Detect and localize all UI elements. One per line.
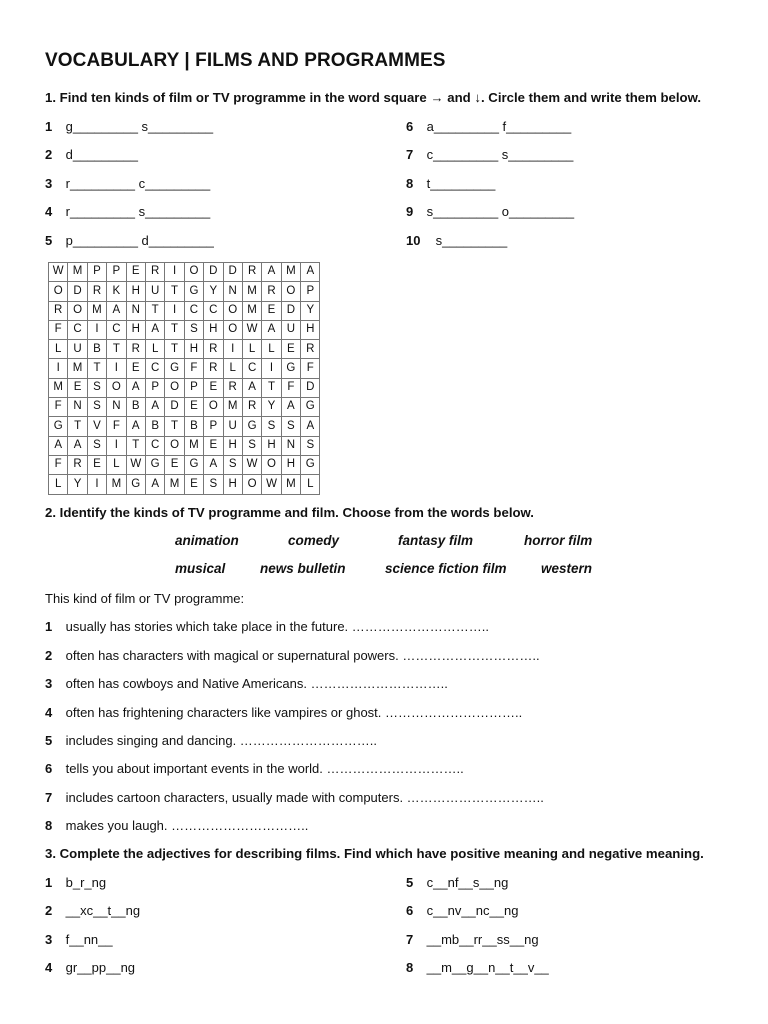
grid-cell[interactable]: P — [87, 263, 106, 282]
grid-cell[interactable]: W — [126, 455, 145, 474]
grid-cell[interactable]: I — [165, 301, 184, 320]
ex2-item — [45, 619, 489, 634]
word-choice: news bulletin — [260, 561, 346, 576]
item-number: 2 — [45, 903, 53, 918]
grid-cell[interactable]: G — [281, 359, 300, 378]
grid-cell[interactable]: D — [68, 282, 87, 301]
ex3-item — [406, 960, 549, 975]
grid-cell[interactable]: T — [165, 417, 184, 436]
grid-cell[interactable]: A — [107, 301, 126, 320]
grid-cell[interactable]: H — [223, 436, 242, 455]
grid-cell[interactable]: S — [184, 320, 203, 339]
item-blanks: s_________ o_________ — [426, 204, 575, 219]
grid-cell[interactable]: R — [242, 398, 261, 417]
grid-cell[interactable]: A — [145, 398, 164, 417]
item-number: 9 — [406, 204, 414, 219]
ex1-item — [406, 119, 571, 134]
item-number: 1 — [45, 619, 53, 634]
item-number: 8 — [406, 176, 414, 191]
grid-cell[interactable]: L — [49, 340, 68, 359]
grid-cell[interactable]: M — [281, 263, 300, 282]
grid-cell[interactable]: T — [165, 340, 184, 359]
grid-row — [49, 455, 320, 474]
grid-cell[interactable]: T — [165, 320, 184, 339]
grid-cell[interactable]: U — [223, 417, 242, 436]
grid-cell[interactable]: O — [223, 301, 242, 320]
grid-cell[interactable]: S — [204, 475, 223, 494]
ex1-item — [45, 176, 210, 191]
grid-row — [49, 417, 320, 436]
grid-cell[interactable]: N — [126, 301, 145, 320]
grid-cell[interactable]: M — [49, 378, 68, 397]
item-blanks: gr__pp__ng — [65, 960, 136, 975]
grid-cell[interactable]: M — [242, 282, 261, 301]
item-number: 7 — [406, 147, 414, 162]
grid-cell[interactable]: U — [145, 282, 164, 301]
item-blanks: r_________ s_________ — [65, 204, 211, 219]
grid-cell[interactable]: E — [204, 436, 223, 455]
grid-cell[interactable]: A — [126, 378, 145, 397]
grid-cell[interactable]: E — [68, 378, 87, 397]
item-number: 6 — [406, 119, 414, 134]
grid-cell[interactable]: N — [107, 398, 126, 417]
grid-cell[interactable]: N — [281, 436, 300, 455]
ex3-item — [406, 903, 518, 918]
item-blanks: d_________ — [65, 147, 138, 162]
item-blanks: s_________ — [435, 233, 508, 248]
grid-cell[interactable]: A — [262, 320, 281, 339]
grid-cell[interactable]: O — [165, 436, 184, 455]
item-text: often has cowboys and Native Americans. ………………………….. — [65, 676, 448, 691]
grid-row — [49, 340, 320, 359]
grid-cell[interactable]: G — [184, 455, 203, 474]
grid-cell[interactable]: M — [281, 475, 300, 494]
grid-cell[interactable]: T — [262, 378, 281, 397]
grid-row — [49, 320, 320, 339]
grid-cell[interactable]: O — [262, 455, 281, 474]
ex3-item — [45, 932, 113, 947]
grid-cell[interactable]: G — [242, 417, 261, 436]
grid-cell[interactable]: E — [262, 301, 281, 320]
word-choice: fantasy film — [398, 533, 474, 548]
ex2-item — [45, 818, 308, 833]
grid-cell[interactable]: P — [107, 263, 126, 282]
item-blanks: __xc__t__ng — [65, 903, 141, 918]
grid-cell[interactable]: A — [145, 320, 164, 339]
grid-cell[interactable]: W — [262, 475, 281, 494]
word-choice: animation — [175, 533, 239, 548]
grid-cell[interactable]: A — [49, 436, 68, 455]
item-number: 5 — [45, 733, 53, 748]
grid-cell[interactable]: A — [301, 417, 320, 436]
item-blanks: a_________ f_________ — [426, 119, 572, 134]
grid-cell[interactable]: T — [126, 436, 145, 455]
grid-cell[interactable]: O — [281, 282, 300, 301]
word-choice: science fiction film — [385, 561, 507, 576]
item-number: 8 — [45, 818, 53, 833]
grid-cell[interactable]: E — [87, 455, 106, 474]
item-text: tells you about important events in the world. ………………………….. — [65, 761, 464, 776]
grid-cell[interactable]: S — [87, 436, 106, 455]
grid-cell[interactable]: K — [107, 282, 126, 301]
grid-cell[interactable]: Y — [68, 475, 87, 494]
grid-cell[interactable]: D — [204, 263, 223, 282]
grid-cell[interactable]: I — [107, 436, 126, 455]
grid-cell[interactable]: E — [184, 475, 203, 494]
grid-cell[interactable]: H — [126, 282, 145, 301]
grid-cell[interactable]: G — [145, 455, 164, 474]
exercise-1-instruction: 1. Find ten kinds of film or TV programme in the word square → and ↓. Circle them and write them below. — [45, 90, 702, 105]
grid-cell[interactable]: C — [204, 301, 223, 320]
grid-cell[interactable]: R — [204, 340, 223, 359]
grid-cell[interactable]: E — [126, 263, 145, 282]
grid-cell[interactable]: S — [242, 436, 261, 455]
grid-cell[interactable]: A — [145, 475, 164, 494]
item-number: 6 — [45, 761, 53, 776]
grid-row — [49, 359, 320, 378]
item-number: 3 — [45, 176, 53, 191]
grid-cell[interactable]: R — [262, 282, 281, 301]
grid-cell[interactable]: U — [281, 320, 300, 339]
item-number: 5 — [406, 875, 414, 890]
grid-cell[interactable]: H — [204, 320, 223, 339]
grid-cell[interactable]: D — [281, 301, 300, 320]
grid-cell[interactable]: Y — [301, 301, 320, 320]
grid-cell[interactable]: D — [301, 378, 320, 397]
grid-cell[interactable]: D — [165, 398, 184, 417]
item-blanks: r_________ c_________ — [65, 176, 211, 191]
grid-cell[interactable]: T — [165, 282, 184, 301]
grid-cell[interactable]: C — [68, 320, 87, 339]
ex1-item — [45, 233, 214, 248]
grid-cell[interactable]: R — [68, 455, 87, 474]
grid-cell[interactable]: I — [87, 320, 106, 339]
grid-cell[interactable]: F — [49, 320, 68, 339]
grid-cell[interactable]: C — [242, 359, 261, 378]
grid-cell[interactable]: S — [87, 398, 106, 417]
ex1-item — [406, 176, 495, 191]
grid-cell[interactable]: W — [49, 263, 68, 282]
grid-cell[interactable]: G — [301, 398, 320, 417]
grid-row — [49, 301, 320, 320]
ex3-item — [406, 875, 508, 890]
ex3-item — [45, 960, 135, 975]
grid-cell[interactable]: P — [184, 378, 203, 397]
item-text: often has characters with magical or supernatural powers. ………………………….. — [65, 648, 540, 663]
grid-cell[interactable]: D — [223, 263, 242, 282]
grid-cell[interactable]: F — [301, 359, 320, 378]
grid-cell[interactable]: L — [301, 475, 320, 494]
grid-cell[interactable]: E — [281, 340, 300, 359]
grid-cell[interactable]: M — [165, 475, 184, 494]
item-number: 1 — [45, 119, 53, 134]
grid-cell[interactable]: R — [145, 263, 164, 282]
ex2-item — [45, 761, 464, 776]
grid-cell[interactable]: O — [204, 398, 223, 417]
grid-cell[interactable]: O — [107, 378, 126, 397]
grid-cell[interactable]: S — [281, 417, 300, 436]
word-choice: western — [541, 561, 593, 576]
grid-cell[interactable]: G — [184, 282, 203, 301]
grid-cell[interactable]: M — [223, 398, 242, 417]
item-number: 4 — [45, 960, 53, 975]
ex3-item — [406, 932, 539, 947]
grid-cell[interactable]: T — [68, 417, 87, 436]
grid-cell[interactable]: Y — [262, 398, 281, 417]
grid-cell[interactable]: I — [107, 359, 126, 378]
grid-cell[interactable]: I — [165, 263, 184, 282]
grid-cell[interactable]: M — [184, 436, 203, 455]
ex2-item — [45, 648, 540, 663]
grid-cell[interactable]: H — [223, 475, 242, 494]
exercise-3-instruction: 3. Complete the adjectives for describing films. Find which have positive meaning and negative meaning. — [45, 846, 704, 861]
grid-cell[interactable]: C — [145, 436, 164, 455]
item-text: includes singing and dancing. ………………………….. — [65, 733, 378, 748]
grid-cell[interactable]: L — [242, 340, 261, 359]
item-text: usually has stories which take place in the future. ………………………….. — [65, 619, 490, 634]
grid-cell[interactable]: M — [68, 359, 87, 378]
item-text: makes you laugh. ………………………….. — [65, 818, 309, 833]
grid-cell[interactable]: R — [87, 282, 106, 301]
grid-cell[interactable]: I — [223, 340, 242, 359]
ex1-item — [406, 147, 573, 162]
item-number: 4 — [45, 705, 53, 720]
grid-cell[interactable]: A — [204, 455, 223, 474]
grid-cell[interactable]: E — [126, 359, 145, 378]
word-choice: horror film — [524, 533, 593, 548]
grid-cell[interactable]: O — [165, 378, 184, 397]
grid-cell[interactable]: U — [68, 340, 87, 359]
item-number: 8 — [406, 960, 414, 975]
item-blanks: t_________ — [426, 176, 496, 191]
grid-cell[interactable]: B — [184, 417, 203, 436]
item-blanks: __mb__rr__ss__ng — [426, 932, 539, 947]
grid-cell[interactable]: R — [204, 359, 223, 378]
grid-cell[interactable]: L — [49, 475, 68, 494]
grid-cell[interactable]: A — [68, 436, 87, 455]
grid-cell[interactable]: L — [145, 340, 164, 359]
item-text: includes cartoon characters, usually made with computers. ………………………….. — [65, 790, 544, 805]
grid-cell[interactable]: G — [301, 455, 320, 474]
grid-cell[interactable]: O — [223, 320, 242, 339]
grid-cell[interactable]: L — [107, 455, 126, 474]
grid-cell[interactable]: C — [145, 359, 164, 378]
ex2-item — [45, 705, 522, 720]
grid-cell[interactable]: R — [301, 340, 320, 359]
grid-row — [49, 378, 320, 397]
grid-cell[interactable]: A — [301, 263, 320, 282]
ex1-item — [406, 204, 574, 219]
grid-cell[interactable]: M — [87, 301, 106, 320]
grid-cell[interactable]: P — [301, 282, 320, 301]
item-number: 10 — [406, 233, 421, 248]
grid-row — [49, 475, 320, 494]
ex1-item — [45, 147, 138, 162]
grid-cell[interactable]: F — [49, 398, 68, 417]
item-number: 6 — [406, 903, 414, 918]
ex2-item — [45, 676, 448, 691]
grid-cell[interactable]: B — [145, 417, 164, 436]
grid-cell[interactable]: F — [107, 417, 126, 436]
grid-cell[interactable]: C — [184, 301, 203, 320]
grid-cell[interactable]: S — [301, 436, 320, 455]
grid-cell[interactable]: B — [87, 340, 106, 359]
grid-cell[interactable]: R — [126, 340, 145, 359]
item-number: 2 — [45, 147, 53, 162]
item-blanks: c__nf__s__ng — [426, 875, 509, 890]
grid-cell[interactable]: A — [126, 417, 145, 436]
grid-cell[interactable]: G — [165, 359, 184, 378]
exercise-2-lead: This kind of film or TV programme: — [45, 591, 245, 606]
grid-cell[interactable]: I — [49, 359, 68, 378]
grid-cell[interactable]: F — [184, 359, 203, 378]
grid-cell[interactable]: H — [184, 340, 203, 359]
grid-cell[interactable]: R — [223, 378, 242, 397]
grid-row — [49, 282, 320, 301]
item-number: 7 — [406, 932, 414, 947]
ex1-item — [45, 204, 210, 219]
item-blanks: __m__g__n__t__v__ — [426, 960, 549, 975]
grid-cell[interactable]: O — [242, 475, 261, 494]
grid-row — [49, 436, 320, 455]
grid-cell[interactable]: G — [126, 475, 145, 494]
grid-cell[interactable]: M — [107, 475, 126, 494]
grid-cell[interactable]: F — [281, 378, 300, 397]
word-choice: comedy — [288, 533, 340, 548]
ex2-item — [45, 733, 377, 748]
grid-cell[interactable]: A — [242, 378, 261, 397]
grid-cell[interactable]: N — [68, 398, 87, 417]
item-number: 4 — [45, 204, 53, 219]
grid-cell[interactable]: R — [49, 301, 68, 320]
item-number: 3 — [45, 676, 53, 691]
grid-cell[interactable]: H — [126, 320, 145, 339]
word-choice: musical — [175, 561, 226, 576]
ex3-item — [45, 875, 106, 890]
grid-cell[interactable]: M — [242, 301, 261, 320]
grid-cell[interactable]: S — [223, 455, 242, 474]
item-blanks: c__nv__nc__ng — [426, 903, 519, 918]
grid-cell[interactable]: L — [262, 340, 281, 359]
grid-cell[interactable]: A — [262, 263, 281, 282]
grid-cell[interactable]: H — [301, 320, 320, 339]
grid-cell[interactable]: T — [107, 340, 126, 359]
grid-cell[interactable]: R — [242, 263, 261, 282]
item-number: 1 — [45, 875, 53, 890]
grid-cell[interactable]: H — [281, 455, 300, 474]
grid-cell[interactable]: E — [184, 398, 203, 417]
grid-cell[interactable]: I — [87, 475, 106, 494]
item-number: 3 — [45, 932, 53, 947]
grid-cell[interactable]: L — [223, 359, 242, 378]
grid-cell[interactable]: G — [49, 417, 68, 436]
grid-cell[interactable]: W — [242, 455, 261, 474]
grid-cell[interactable]: Y — [204, 282, 223, 301]
ex2-item — [45, 790, 544, 805]
item-number: 5 — [45, 233, 53, 248]
ex3-item — [45, 903, 140, 918]
item-blanks: c_________ s_________ — [426, 147, 574, 162]
exercise-2-instruction: 2. Identify the kinds of TV programme and film. Choose from the words below. — [45, 505, 534, 520]
grid-row — [49, 398, 320, 417]
item-blanks: b_r_ng — [65, 875, 107, 890]
word-square-grid — [48, 262, 320, 495]
item-number: 2 — [45, 648, 53, 663]
grid-cell[interactable]: H — [262, 436, 281, 455]
ex1-item — [406, 233, 507, 248]
grid-cell[interactable]: O — [68, 301, 87, 320]
grid-cell[interactable]: T — [87, 359, 106, 378]
grid-cell[interactable]: B — [126, 398, 145, 417]
grid-cell[interactable]: E — [204, 378, 223, 397]
grid-cell[interactable]: V — [87, 417, 106, 436]
grid-cell[interactable]: O — [184, 263, 203, 282]
grid-cell[interactable]: S — [262, 417, 281, 436]
item-number: 7 — [45, 790, 53, 805]
item-blanks: f__nn__ — [65, 932, 113, 947]
item-blanks: g_________ s_________ — [65, 119, 214, 134]
grid-cell[interactable]: W — [242, 320, 261, 339]
grid-cell[interactable]: T — [145, 301, 164, 320]
grid-cell[interactable]: S — [87, 378, 106, 397]
grid-cell[interactable]: A — [281, 398, 300, 417]
grid-row — [49, 263, 320, 282]
grid-cell[interactable]: N — [223, 282, 242, 301]
grid-cell[interactable]: M — [68, 263, 87, 282]
grid-cell[interactable]: P — [204, 417, 223, 436]
item-blanks: p_________ d_________ — [65, 233, 214, 248]
grid-cell[interactable]: I — [262, 359, 281, 378]
page-title: VOCABULARY | FILMS AND PROGRAMMES — [45, 50, 446, 71]
ex1-item — [45, 119, 213, 134]
grid-cell[interactable]: C — [107, 320, 126, 339]
grid-cell[interactable]: P — [145, 378, 164, 397]
grid-cell[interactable]: E — [165, 455, 184, 474]
grid-cell[interactable]: O — [49, 282, 68, 301]
grid-cell[interactable]: F — [49, 455, 68, 474]
item-text: often has frightening characters like vampires or ghost. ………………………….. — [65, 705, 523, 720]
